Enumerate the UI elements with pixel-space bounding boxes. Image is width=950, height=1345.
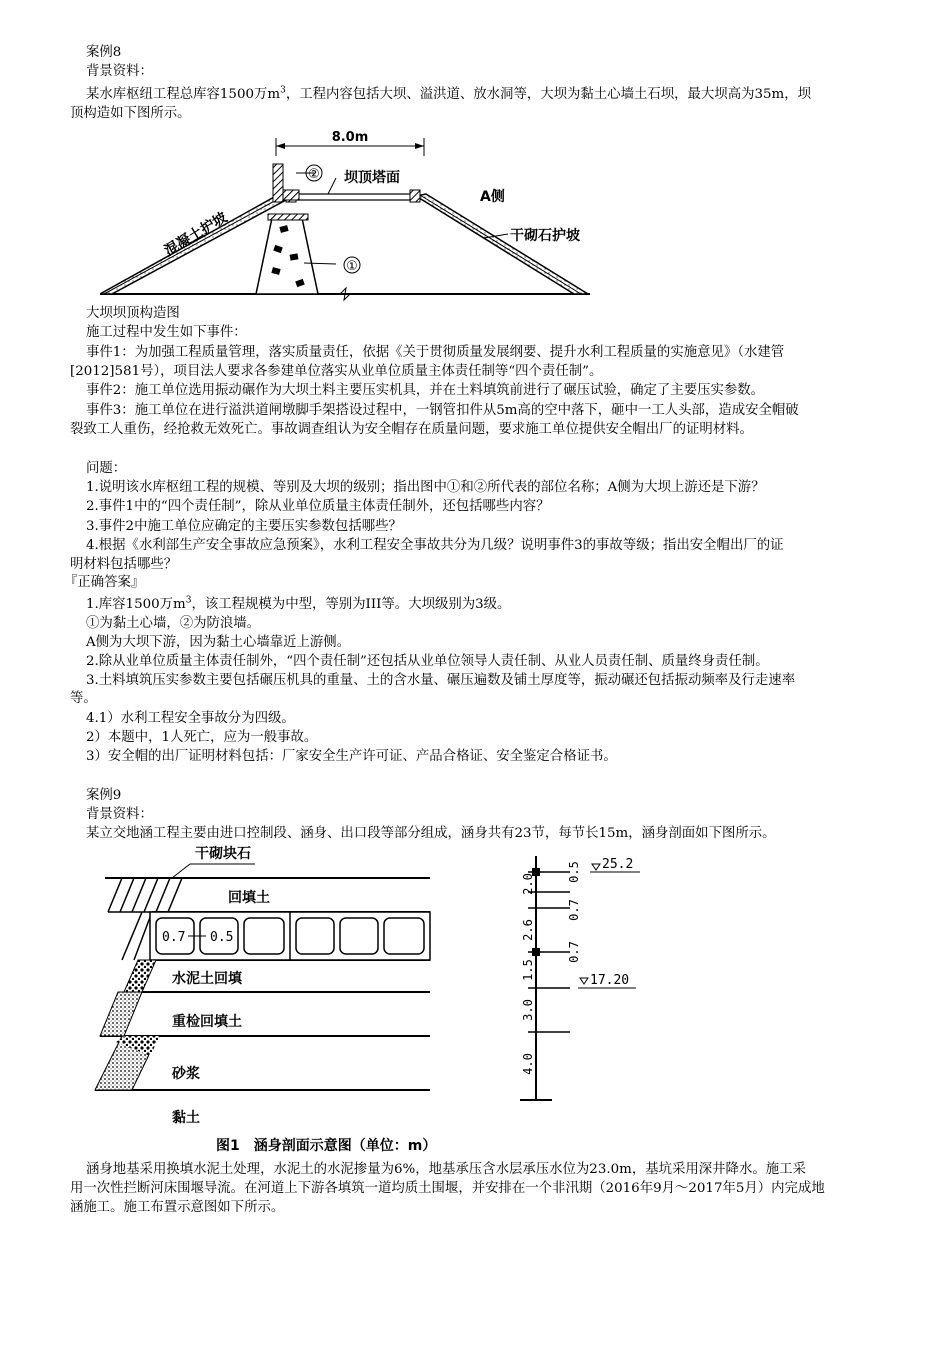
riprap-slope-protection: [416, 194, 588, 294]
culvert-figure-caption: 图1 涵身剖面示意图（单位：m）: [216, 1138, 437, 1154]
scale-right-1: 0.5: [567, 861, 581, 883]
crest-pavement: [286, 194, 416, 200]
label-crest-pavement: 坝顶塔面: [344, 170, 400, 186]
case9-paragraph-line3: 涵施工。施工布置示意图如下所示。: [70, 1200, 285, 1215]
case9-title: 案例9: [86, 788, 122, 803]
answer-1-line1: [86, 596, 510, 614]
answer-4-line3: 3）安全帽的出厂证明材料包括：厂家安全生产许可证、产品合格证、安全鉴定合格证书。: [86, 749, 617, 764]
culvert-section-figure: [80, 842, 640, 1138]
answer-4-line1: 4.1）水利工程安全事故分为四级。: [86, 711, 295, 726]
case9-paragraph-line1: 涵身地基采用换填水泥土处理，水泥土的水泥掺量为6%，地基承压含水层承压水位为23.0m，基坑采用深井降水。施工采: [86, 1162, 806, 1177]
label-concrete: 混凝土护坡: [161, 209, 231, 260]
label-a-side: A侧: [480, 189, 505, 205]
scale-left-5: 4.0: [521, 1053, 535, 1075]
label-dry-stone: 干砌块石: [195, 846, 251, 862]
cell-dimension-07: 0.7: [162, 930, 186, 945]
scale-right-3: 0.7: [567, 941, 581, 963]
label-heavy-backfill: 重检回填土: [172, 1014, 242, 1030]
answer-1-line2: ①为黏土心墙，②为防浪墙。: [86, 616, 261, 631]
questions-label: 问题：: [86, 461, 127, 476]
case8-intro-text-a: 某水库枢纽工程总库容1500万m: [86, 87, 281, 102]
wave-wall: [273, 164, 283, 202]
question-4-line1: 4.根据《水利部生产安全事故应急预案》，水利工程安全事故共分为几级？说明事件3的事故等级；指出安全帽出厂的证: [86, 538, 784, 553]
dam-width-label: 8.0m: [331, 130, 369, 145]
label-riprap: 干砌石护坡: [510, 228, 580, 244]
dam-figure-caption: 大坝坝顶构造图: [86, 306, 180, 321]
elevation-mid: 17.20: [590, 973, 630, 988]
case8-intro-superscript: 3: [280, 85, 286, 96]
marker-2: ②: [308, 167, 320, 182]
label-clay: 黏土: [172, 1110, 200, 1126]
scale-left-2: 2.6: [521, 919, 535, 941]
event1-line2: [2012]581号），项目法人要求各参建单位落实从业单位质量主体责任制等“四个责任制”。: [70, 364, 603, 379]
marker-1: ①: [346, 259, 358, 274]
question-4-line2: 明材料包括哪些？: [70, 557, 178, 572]
elevation-top: 25.2: [602, 857, 634, 872]
answer-2: 2.除从业单位质量主体责任制外，“四个责任制”还包括从业单位领导人责任制、从业人员责任制、质量终身责任制。: [86, 654, 769, 669]
case8-intro-line1: [86, 86, 811, 104]
answer-1-line3: A侧为大坝下游，因为黏土心墙靠近上游侧。: [86, 635, 351, 650]
case8-intro-text-b: ，工程内容包括大坝、溢洪道、放水洞等，大坝为黏土心墙土石坝，最大坝高为35m，坝: [285, 87, 811, 102]
question-1: 1.说明该水库枢纽工程的规模、等别及大坝的级别；指出图中①和②所代表的部位名称；A侧为大坝上游还是下游？: [86, 480, 765, 495]
label-cement-soil: 水泥土回填: [172, 971, 242, 987]
answer-1-text-a: 1.库容1500万m: [86, 597, 186, 612]
scale-left-1: 2.0: [521, 873, 535, 895]
label-mortar: 砂浆: [172, 1066, 200, 1082]
answer-4-line2: 2）本题中，1人死亡，应为一般事故。: [86, 730, 318, 745]
events-intro: 施工过程中发生如下事件：: [86, 325, 247, 340]
label-backfill: 回填土: [228, 890, 270, 906]
answer-1-text-b: ，该工程规模为中型，等别为III等。大坝级别为3级。: [191, 597, 511, 612]
question-2: 2.事件1中的“四个责任制”，除从业单位质量主体责任制外，还包括哪些内容？: [86, 499, 550, 514]
case9-background-label: 背景资料：: [86, 807, 153, 822]
case8-title: 案例8: [86, 45, 122, 60]
case8-background-label: 背景资料：: [86, 64, 153, 79]
dam-crest-figure: [100, 128, 600, 306]
event1-line1: 事件1：为加强工程质量管理，落实质量责任，依据《关于贯彻质量发展纲要、提升水利工程质量的实施意见》（水建管: [86, 345, 785, 360]
scale-left-4: 3.0: [521, 999, 535, 1021]
question-3: 3.事件2中施工单位应确定的主要压实参数包括哪些？: [86, 519, 402, 534]
event2: 事件2：施工单位选用振动碾作为大坝土料主要压实机具，并在土料填筑前进行了碾压试验，确定了主要压实参数。: [86, 383, 765, 398]
case9-paragraph-line2: 用一次性拦断河床围堰导流。在河道上下游各填筑一道均质土围堰，并安排在一个非汛期（2016年9月～2017年5月）内完成地: [70, 1181, 825, 1196]
case9-intro: 某立交地涵工程主要由进口控制段、涵身、出口段等部分组成，涵身共有23节，每节长15m，涵身剖面如下图所示。: [86, 826, 776, 841]
answer-3-line2: 等。: [70, 691, 97, 706]
scale-right-2: 0.7: [567, 899, 581, 921]
event3-line2: 裂致工人重伤，经抢救无效死亡。事故调查组认为安全帽存在质量问题，要求施工单位提供安全帽出厂的证明材料。: [70, 422, 753, 437]
answer-label: 『正确答案』: [64, 575, 145, 590]
answer-1-superscript: 3: [185, 595, 192, 606]
scale-left-3: 1.5: [521, 959, 535, 981]
event3-line1: 事件3：施工单位在进行溢洪道闸墩脚手架搭设过程中，一钢管扣件从5m高的空中落下，砸中一工人头部，造成安全帽破: [86, 403, 799, 418]
case8-intro-line2: 顶构造如下图所示。: [70, 106, 191, 121]
answer-3-line1: 3.土料填筑压实参数主要包括碾压机具的重量、土的含水量、碾压遍数及铺土厚度等，振动碾还包括振动频率及行走速率: [86, 673, 796, 688]
cell-dimension-05: 0.5: [210, 930, 234, 945]
